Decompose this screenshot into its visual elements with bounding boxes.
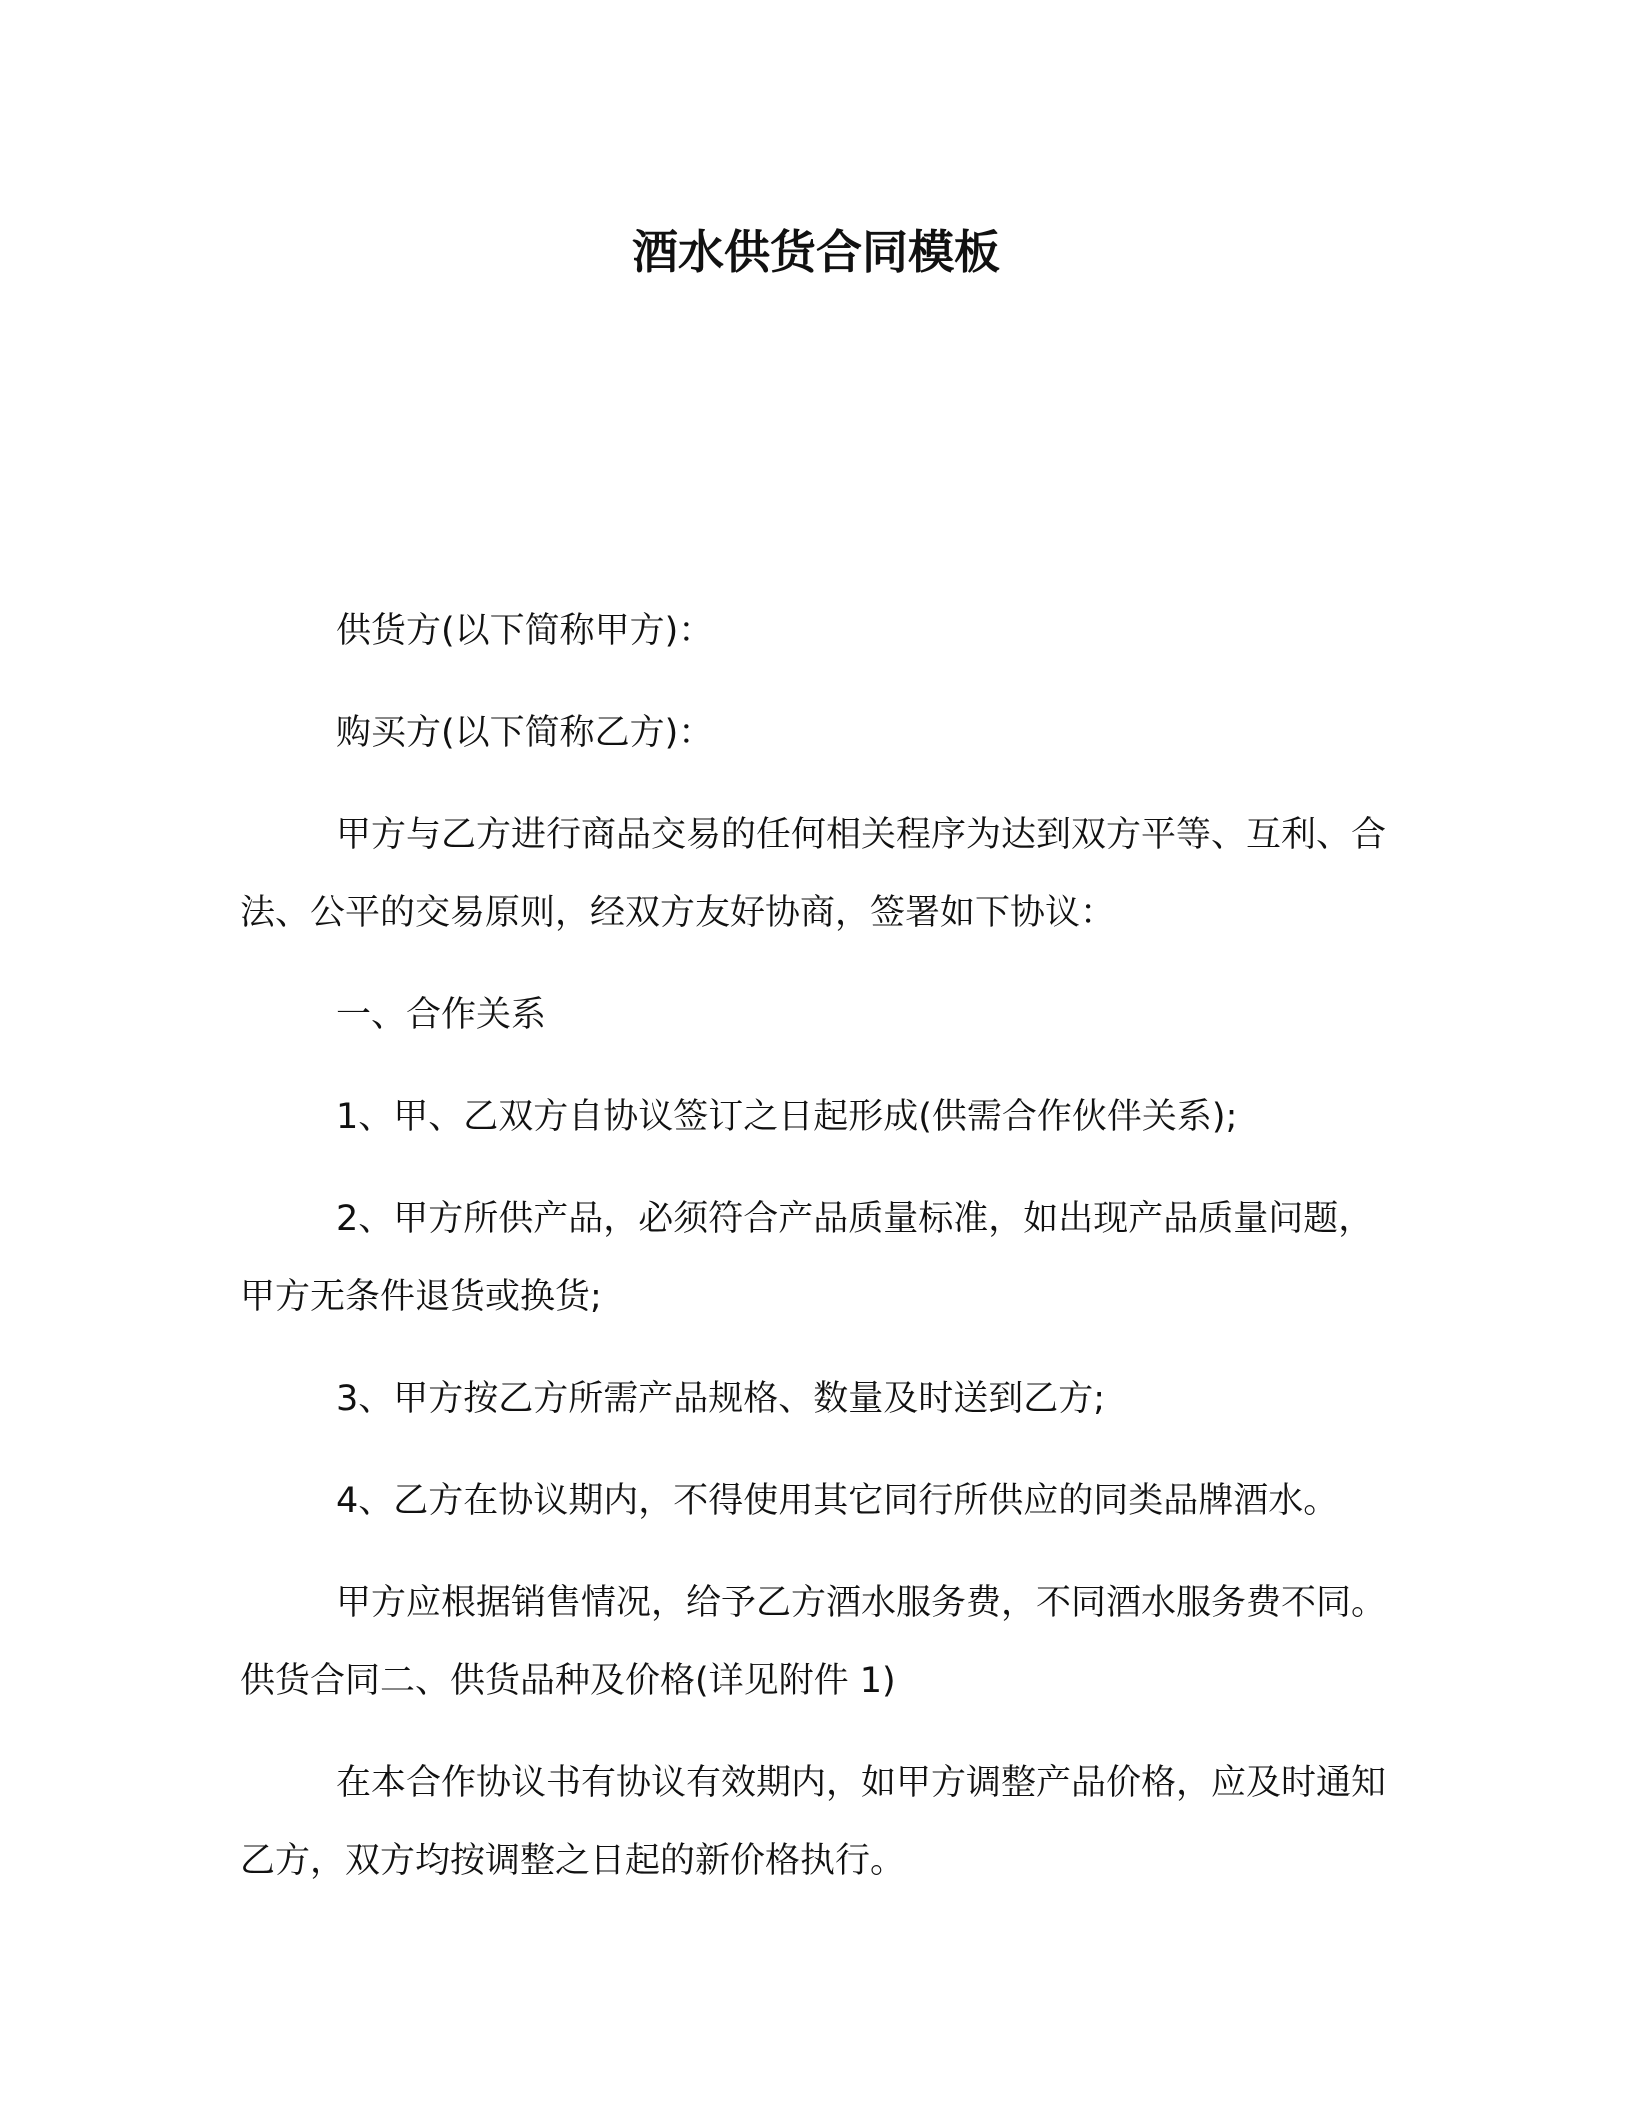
clause-1: 1、甲、乙双方自协议签订之日起形成(供需合作伙伴关系); [336,1097,1238,1137]
paragraph-price-adjustment: 在本合作协议书有协议有效期内，如甲方调整产品价格，应及时通知乙方，双方均按调整之日起的新价格执行。 [240,1763,1387,1881]
paragraph-preamble: 甲方与乙方进行商品交易的任何相关程序为达到双方平等、互利、合法、公平的交易原则，经双方友好协商，签署如下协议： [240,815,1387,933]
paragraph-buyer: 购买方(以下简称乙方)： [336,713,714,753]
paragraph-service-fee: 甲方应根据销售情况，给予乙方酒水服务费，不同酒水服务费不同。供货合同二、供货品种及价格(详见附件 1) [240,1583,1387,1701]
document-body [240,592,1400,1924]
section-heading-cooperation: 一、合作关系 [336,995,547,1035]
clause-3: 3、甲方按乙方所需产品规格、数量及时送到乙方; [336,1379,1106,1419]
clause-4: 4、乙方在协议期内，不得使用其它同行所供应的同类品牌酒水。 [336,1481,1339,1521]
clause-2: 2、甲方所供产品，必须符合产品质量标准，如出现产品质量问题，甲方无条件退货或换货; [240,1199,1374,1317]
paragraph-supplier: 供货方(以下简称甲方)： [336,611,714,651]
document-title: 酒水供货合同模板 [632,225,1000,279]
